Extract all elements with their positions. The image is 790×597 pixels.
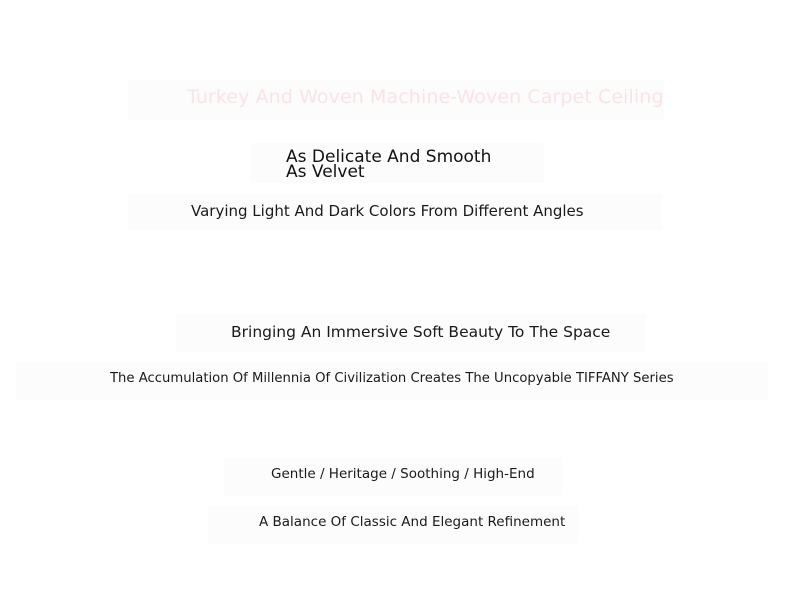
beauty-statement: Bringing An Immersive Soft Beauty To The Space [231, 323, 611, 341]
tagline-line-1: As Delicate And Smooth [286, 147, 492, 167]
keywords-line: Gentle / Heritage / Soothing / High-End [271, 466, 535, 482]
series-statement: The Accumulation Of Millennia Of Civilization Creates The Uncopyable TIFFANY Series [110, 371, 674, 386]
headline-title: Turkey And Woven Machine-Woven Carpet Ceiling [187, 86, 664, 108]
tagline [286, 147, 506, 182]
colors-description: Varying Light And Dark Colors From Different Angles [191, 202, 584, 220]
tagline-line-2: As Velvet [286, 162, 365, 182]
balance-statement: A Balance Of Classic And Elegant Refinement [259, 514, 566, 530]
